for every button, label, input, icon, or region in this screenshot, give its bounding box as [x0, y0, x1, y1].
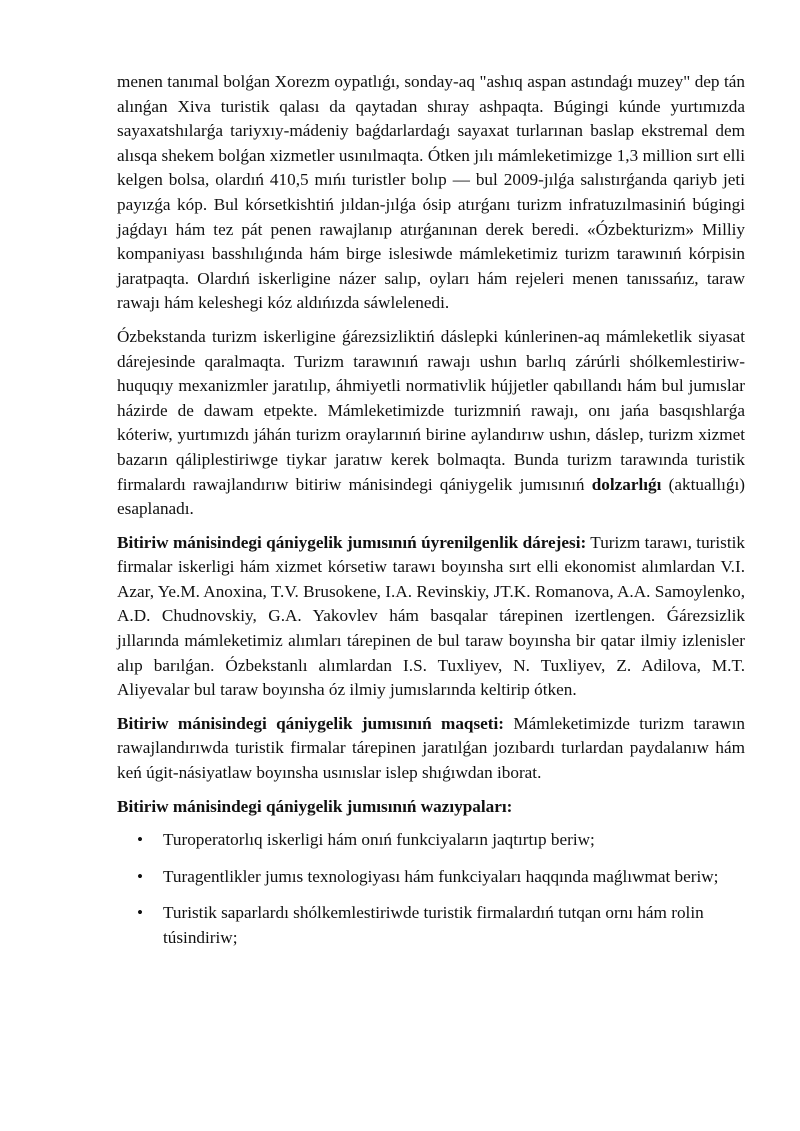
emphasis-relevance: dolzarlıǵı [591, 474, 662, 494]
section-heading: Bitiriw mánisindegi qániygelik jumısınıń wazıypaları: [117, 796, 513, 816]
list-item [117, 865, 745, 890]
paragraph-text: Mámleketimizde turizm tarawın rawajlandırıwda turistik firmalar tárepinen jaratılǵan jozıbardı turlardan paydalanıw hám keń úgit-násiyatlaw boyınsha usınıslar islep shıǵıwdan iborat. [117, 713, 745, 783]
section-heading: Bitiriw mánisindegi qániygelik jumısınıń maqseti: [117, 713, 505, 733]
bullet-icon: • [137, 866, 144, 886]
bullet-icon: • [137, 830, 144, 850]
tasks-heading-paragraph [117, 795, 745, 820]
section-heading: Bitiriw mánisindegi qániygelik jumısınıń úyrenilgenlik dárejesi: [117, 532, 587, 552]
paragraph-text: menen tanımal bolǵan Xorezm oypatlıǵı, sonday-aq "ashıq aspan astındaǵı muzey" dep tán alınǵan Xiva turistik qalası da qaytadan shıray ashpaqta. Búgingi kúnde yurtımızda sayaxatshılarǵa tariyxıy-mádeniy baǵdarlardaǵı sayaxat turlarınan baslap ekstremal dem alısqa shekem bolǵan xizmetler usınılmaqta. Ótken jılı mámleketimizge 1,3 million sırt elli kelgen bolsa, olardıń 410,5 mıńı turistler bolıp — bul 2009-jılǵa salıstırǵanda qariyb jeti payızǵa kóp. Bul kórsetkishtiń jıldan-jılǵa ósip atırǵanı turizm infratuzılmasiniń búgingi jaǵdayı hám tez pát penen rawajlanıp atırǵanınan derek beredi. «Ózbekturizm» Milliy kompaniyası basshılıǵında hám birge islesiwde mámleketimiz turizm tarawınıń kórpisin jaratpaqta. Olardıń iskerligine názer salıp, oyları hám rejeleri menen tanıssańız, taraw rawajı hám keleshegi kóz aldıńızda sáwlelenedi. [117, 72, 745, 313]
paragraph-text: (aktuallıǵı) esaplanadı. [117, 474, 745, 519]
bullet-icon: • [137, 903, 144, 923]
paragraph-research-level [117, 531, 745, 703]
list-item [117, 828, 745, 853]
paragraph-text: Turizm tarawı, turistik firmalar iskerligi hám xizmet kórsetiw tarawı boyınsha sırt elli ekonomist alımlardan V.I. Azar, Ye.M. Anoxina, T.V. Brusokene, I.A. Revinskiy, JT.K. Romanova, A.A. Samoylenko, A.D. Chudnovskiy, G.A. Yakovlev hám basqalar tárepinen izertlengen. Ǵárezsizlik jıllarında mámleketimiz alımları tárepinen de bul taraw boyınsha bir qatar ilmiy izlenisler alıp barılǵan. Ózbekstanlı alımlardan I.S. Tuxliyev, N. Tuxliyev, Z. Adilova, M.T. Aliyevalar bul taraw boyınsha óz ilmiy jumıslarında keltirip ótken. [117, 532, 745, 700]
list-item [117, 901, 745, 950]
tasks-list [117, 828, 745, 950]
paragraph-tourism-growth [117, 70, 745, 316]
paragraph-goal [117, 712, 745, 786]
list-item-text: Turagentlikler jumıs texnologiyası hám funkciyaları haqqında maǵlıwmat beriw; [163, 866, 719, 886]
paragraph-text: Ózbekstanda turizm iskerligine ǵárezsizliktiń dáslepki kúnlerinen-aq mámleketlik siyasat dárejesinde qaralmaqta. Turizm tarawınıń rawajı ushın barlıq zárúrli shólkemlestiriw-huquqıy mexanizmler jaratılıp, áhmiyetli normativlik hújjetler qabıllandı hám bul jumıslar házirde de dawam etpekte. Mámleketimizde turizmniń rawajı, onı jańa basqıshlarǵa kóteriw, yurtımızdı jáhán turizm oraylarınıń birine aylandırıw ushın, dáslep, turizm xizmet bazarın qáliplestiriwge tiykar jaratıw kerek bolmaqta. Bunda turizm tarawında turistik firmalardı rawajlandırıw bitiriw mánisindegi qániygelik jumısınıń [117, 326, 745, 494]
list-item-text: Turistik saparlardı shólkemlestiriwde turistik firmalardıń tutqan ornı hám rolin túsindiriw; [163, 903, 704, 947]
paragraph-tourism-policy [117, 325, 745, 522]
list-item-text: Turoperatorlıq iskerligi hám onıń funkciyaların jaqtırtıp beriw; [163, 830, 595, 850]
